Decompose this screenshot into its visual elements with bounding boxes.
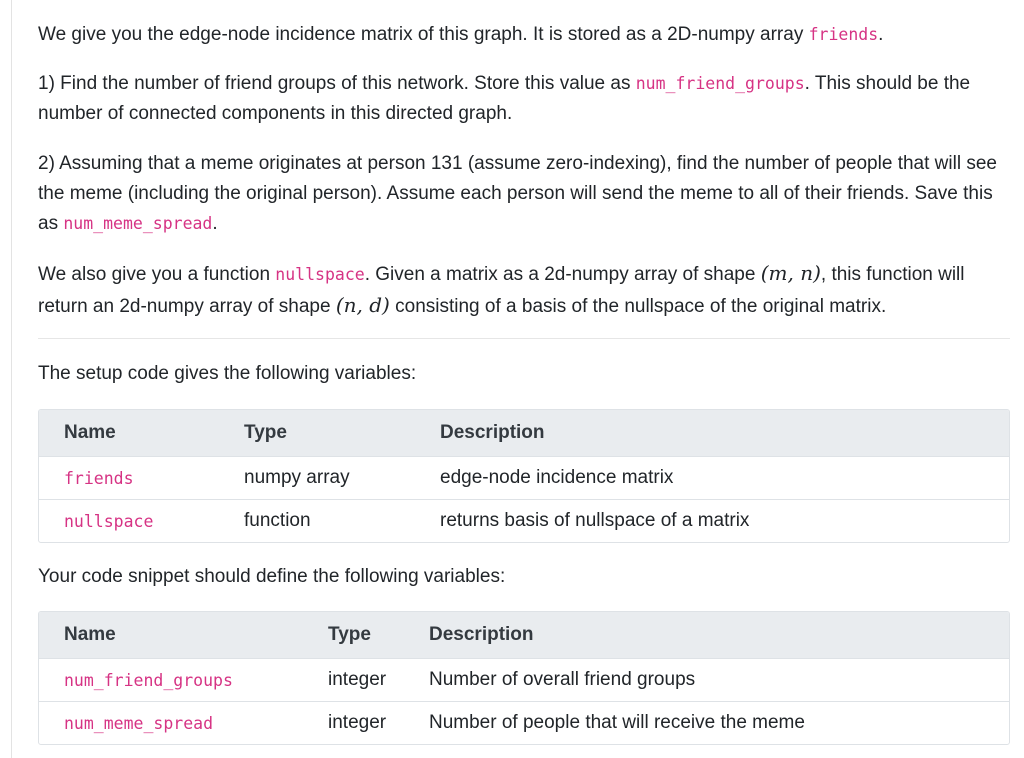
- row-name: [64, 659, 233, 701]
- var-name-code: num_friend_groups: [64, 670, 233, 690]
- nullspace-code: nullspace: [275, 265, 365, 284]
- nullspace-text: We also give you a function: [38, 264, 276, 285]
- header-type: Type: [328, 624, 371, 645]
- row-type: integer: [328, 712, 387, 733]
- divider: [38, 338, 1010, 339]
- table-header-row: [39, 410, 1009, 456]
- shape-mn-math: (m, n): [760, 261, 821, 285]
- header-name: Name: [64, 422, 116, 443]
- setup-heading: The setup code gives the following variables:: [38, 363, 417, 384]
- shape-nd-math: (n, d): [335, 293, 390, 317]
- row-name: [64, 702, 213, 744]
- var-name-code: num_meme_spread: [64, 713, 214, 733]
- table-row: [39, 701, 1009, 744]
- table-row: [39, 658, 1009, 701]
- intro-text-end: .: [878, 24, 884, 45]
- question-2-paragraph: [38, 149, 1010, 239]
- header-type: Type: [244, 422, 287, 443]
- table-row: [39, 456, 1009, 499]
- row-type: function: [244, 510, 311, 531]
- row-description: edge-node incidence matrix: [440, 467, 674, 488]
- nullspace-paragraph: [38, 258, 1010, 322]
- row-name: [64, 500, 153, 542]
- intro-text: We give you the edge-node incidence matrix of this graph. It is stored as a 2D-numpy array: [38, 24, 809, 45]
- define-variables-table: [38, 611, 1010, 745]
- row-type: numpy array: [244, 467, 350, 488]
- table-row: [39, 499, 1009, 542]
- q2-text-end: .: [212, 213, 218, 234]
- var-name-code: nullspace: [64, 511, 154, 531]
- row-description: Number of overall friend groups: [429, 669, 696, 690]
- nullspace-text-4: consisting of a basis of the nullspace of the original matrix.: [389, 296, 887, 317]
- left-border: [11, 0, 12, 758]
- row-description: returns basis of nullspace of a matrix: [440, 510, 750, 531]
- row-description: Number of people that will receive the meme: [429, 712, 805, 733]
- intro-paragraph: [38, 20, 883, 50]
- row-name: [64, 457, 134, 499]
- q1-text: 1) Find the number of friend groups of this network. Store this value as: [38, 73, 636, 94]
- table-header-row: [39, 612, 1009, 658]
- define-heading: Your code snippet should define the following variables:: [38, 566, 506, 587]
- friends-code: friends: [808, 25, 879, 44]
- question-1-paragraph: [38, 69, 1010, 129]
- setup-variables-table: [38, 409, 1010, 543]
- num-meme-spread-code: num_meme_spread: [63, 214, 213, 233]
- num-friend-groups-code: num_friend_groups: [635, 74, 805, 93]
- nullspace-text-3: , this function will return an 2d-numpy array of shape: [38, 264, 965, 317]
- q2-text: 2) Assuming that a meme originates at person 131 (assume zero-indexing), find the number of people that will see the meme (including the original person). Assume each person will send the meme to all of their friends. Save this as: [38, 153, 997, 234]
- header-description: Description: [429, 624, 534, 645]
- var-name-code: friends: [64, 468, 134, 488]
- nullspace-text-2: . Given a matrix as a 2d-numpy array of shape: [364, 264, 761, 285]
- header-name: Name: [64, 624, 116, 645]
- row-type: integer: [328, 669, 387, 690]
- q1-text-end: . This should be the number of connected components in this directed graph.: [38, 73, 971, 124]
- header-description: Description: [440, 422, 545, 443]
